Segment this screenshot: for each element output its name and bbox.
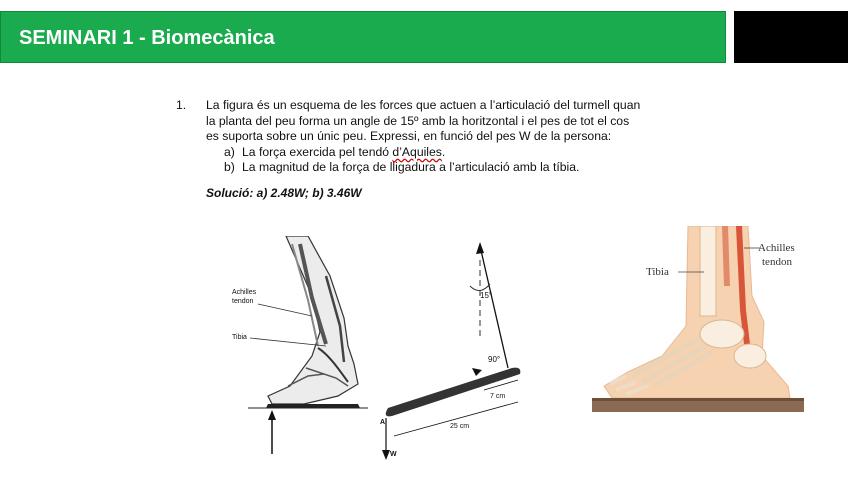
force-diagram (372, 240, 534, 464)
problem-line: es suporta sobre un únic peu. Expressi, en funció del pes W de la persona: (206, 129, 612, 144)
foot-anatomy-drawing (208, 236, 368, 464)
item-label: b) (224, 160, 235, 175)
dim-7cm-label: 7 cm (490, 393, 506, 400)
header-bar (0, 11, 726, 63)
spellcheck-marked-word: d’Aquiles (392, 144, 442, 159)
angle-90-label: 90° (488, 355, 501, 364)
label-achilles-line1: Achilles (232, 289, 257, 296)
label-tibia-right: Tibia (646, 266, 669, 278)
problem-item-b (224, 160, 676, 176)
force-diagram-svg (372, 240, 534, 464)
label-achilles-line2: tendon (232, 298, 254, 305)
item-text: La magnitud de la força de lligadura a l’articulació amb la tíbia. (242, 160, 580, 175)
problem-number: 1. (176, 98, 187, 112)
label-tibia: Tibia (232, 334, 247, 341)
header-black-block (734, 11, 848, 63)
item-text-end: . (441, 144, 446, 159)
point-a-label: A (380, 419, 386, 426)
angle-15-label: 15° (480, 291, 493, 300)
label-achilles-right-1: Achilles (758, 242, 795, 254)
foot-anatomy-svg (208, 236, 368, 464)
foot-color-svg (592, 226, 804, 418)
problem-item-a (224, 145, 676, 161)
dim-25cm-label: 25 cm (450, 423, 470, 430)
page-title: SEMINARI 1 - Biomecànica (19, 27, 275, 49)
problem-statement (176, 98, 676, 176)
foot-color-illustration (592, 226, 804, 418)
problem-line: la planta del peu forma un angle de 15º amb la horitzontal i el pes de tot el cos (206, 113, 630, 128)
problem-line: La figura és un esquema de les forces que actuen a l’articulació del turmell quan (206, 98, 641, 112)
solution-text: Solució: a) 2.48W; b) 3.46W (206, 186, 362, 200)
label-achilles-right-2: tendon (762, 256, 792, 268)
problem-text (206, 98, 676, 145)
item-text: La força exercida pel tendó (242, 144, 393, 159)
item-label: a) (224, 144, 235, 159)
weight-label: W (390, 451, 397, 458)
